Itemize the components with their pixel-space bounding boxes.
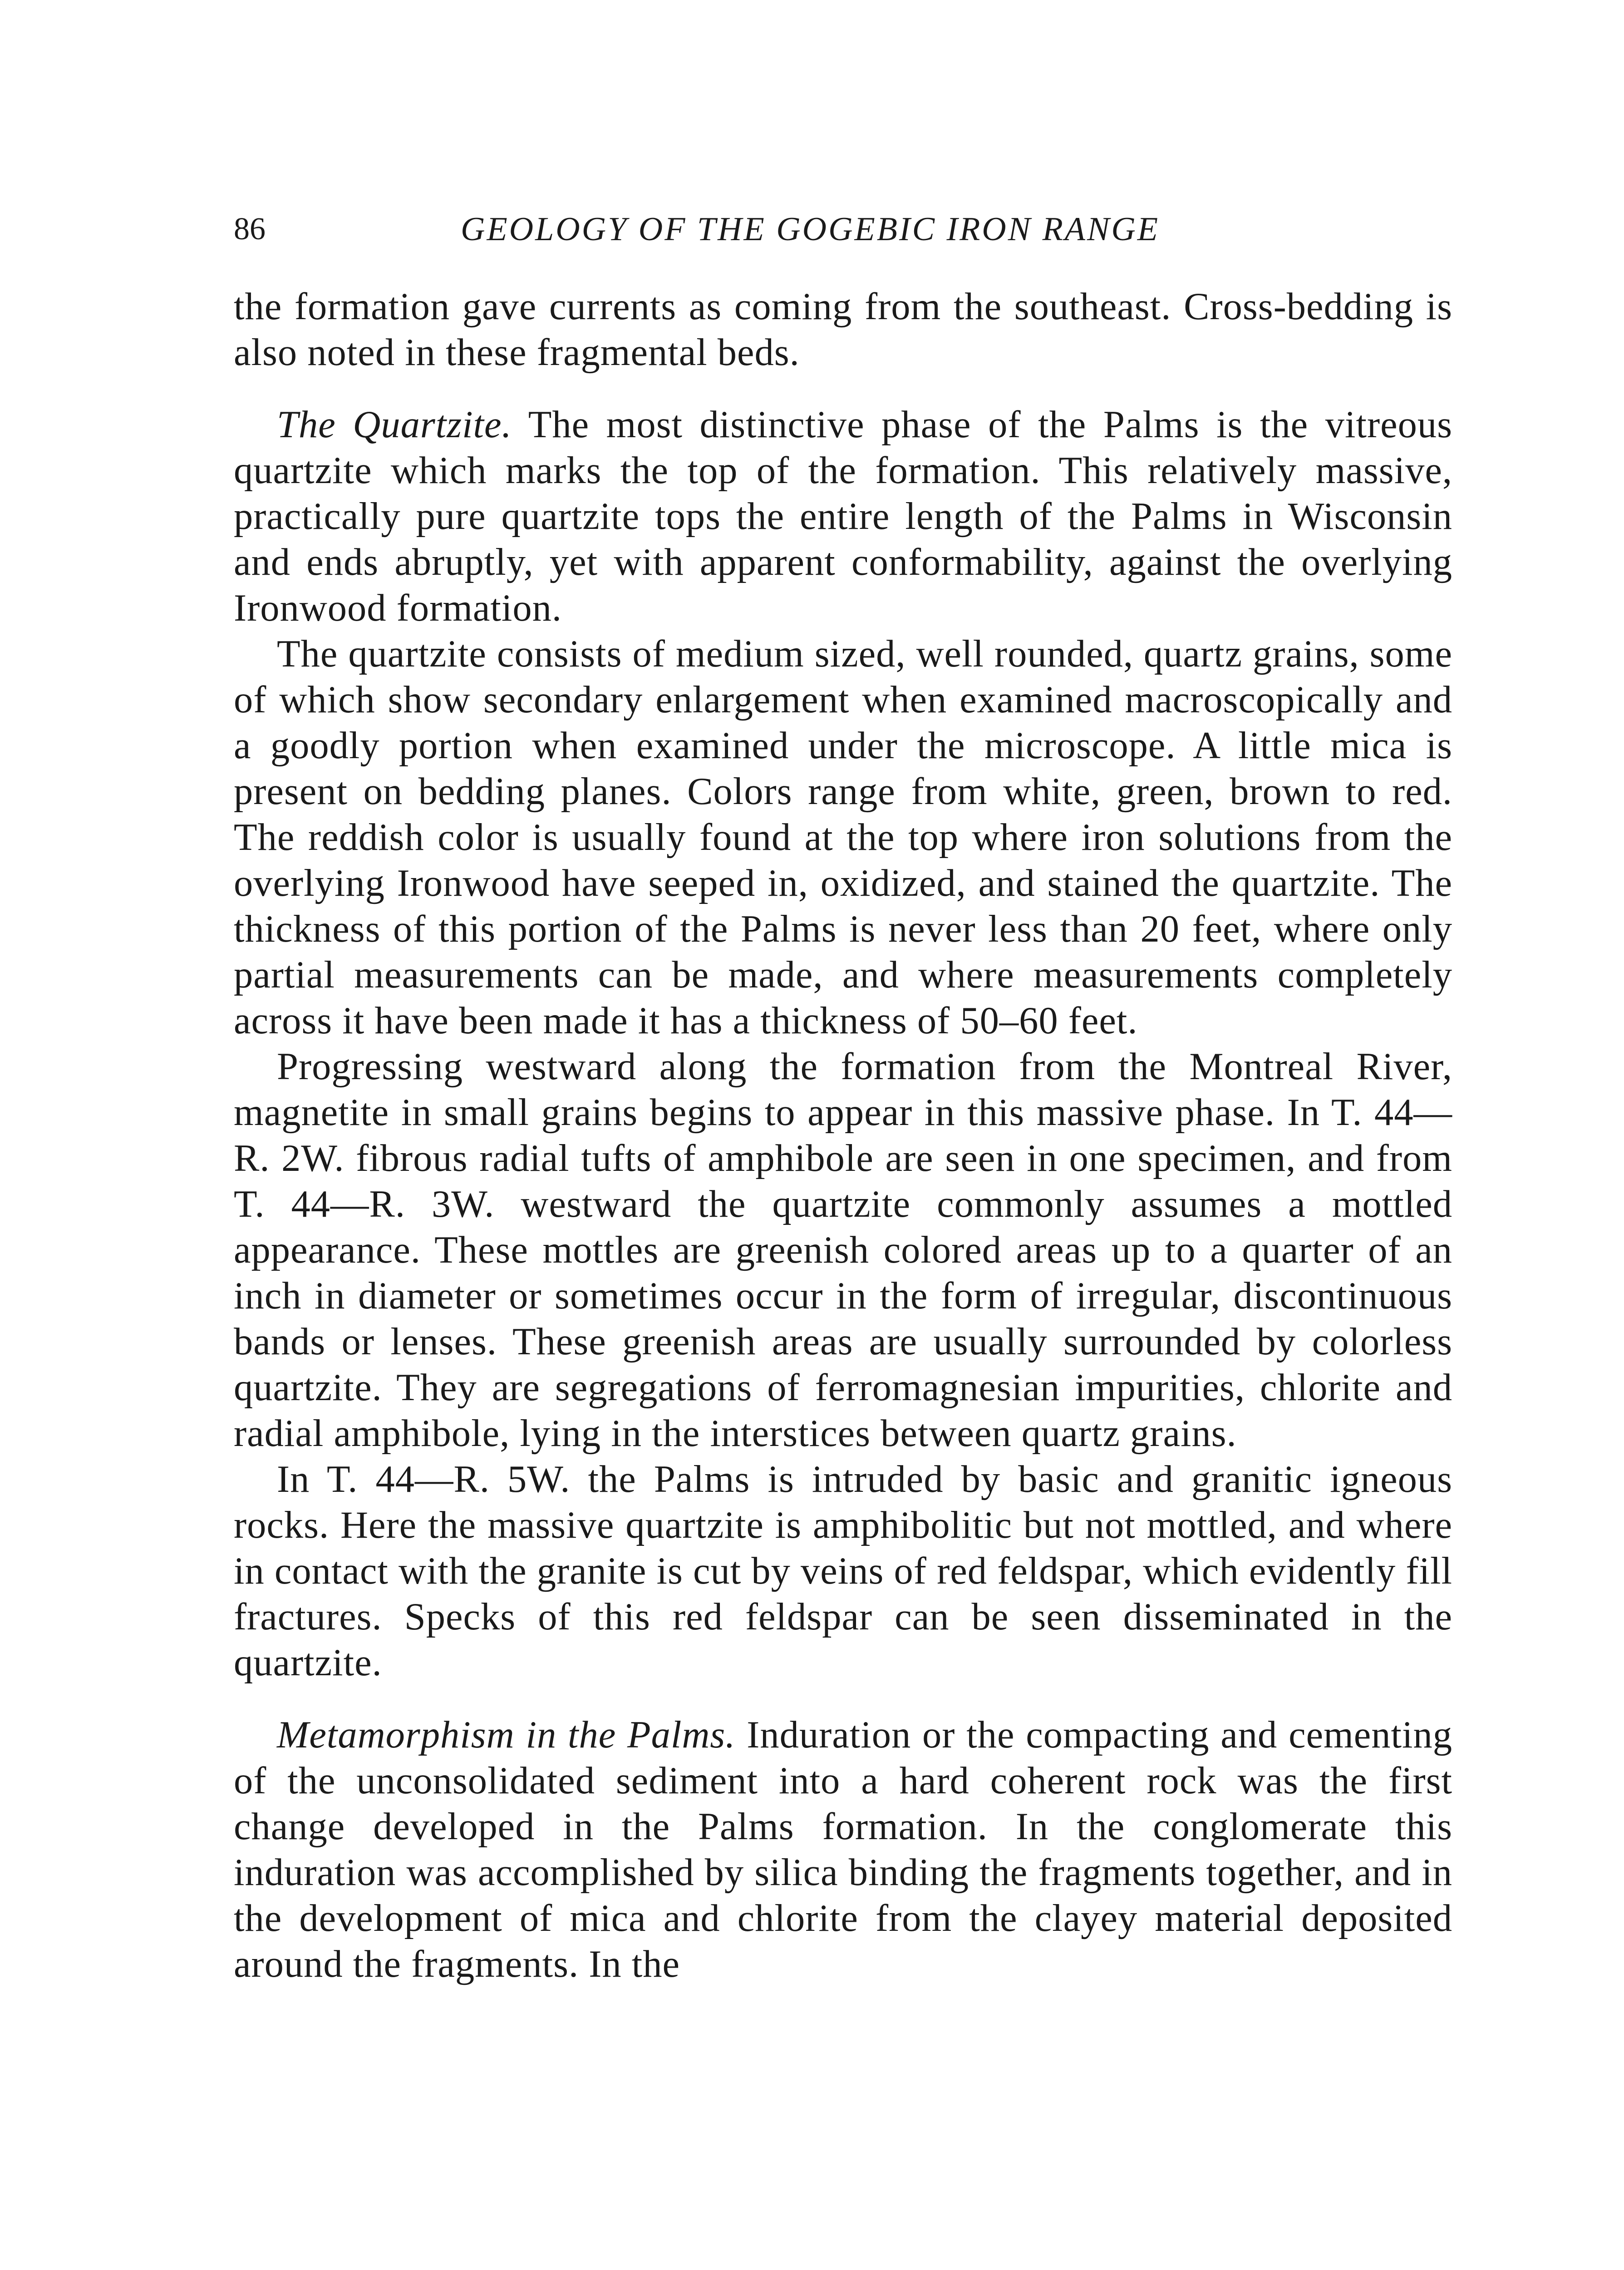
paragraph-text: the formation gave currents as coming from the southeast. Cross-bedding is also noted in these fragmental beds. xyxy=(234,286,1452,374)
paragraph-metamorphism xyxy=(234,1712,1452,1987)
paragraph-text: The most distinctive phase of the Palms is the vitreous quartzite which marks the top of the formation. This relatively massive, practically pure quartzite tops the entire length of the Palms in Wisconsin and ends abruptly, yet with apparent conformability, against the overlying Ironwood formation. xyxy=(234,404,1452,629)
page-number: 86 xyxy=(234,212,266,247)
paragraph-text: Induration or the compacting and cementing of the unconsolidated sediment into a hard coherent rock was the first change developed in the Palms formation. In the conglomerate this induration was accomplished by silica binding the fragments together, and in the development of mica and chlorite from the clayey material deposited around the fragments. In the xyxy=(234,1714,1453,1985)
paragraph-igneous-intrusion xyxy=(234,1456,1452,1686)
body-text xyxy=(234,284,1452,1987)
paragraph-quartzite-description xyxy=(234,631,1452,1044)
paragraph-continuation xyxy=(234,284,1452,375)
paragraph-text: The quartzite consists of medium sized, well rounded, quartz grains, some of which show secondary enlargement when examined macroscopically and a goodly portion when examined under the microscope. A little mica is present on bedding planes. Colors range from white, green, brown to red. The reddish color is usually found at the top where iron solutions from the overlying Ironwood have seeped in, oxidized, and stained the quartzite. The thickness of this portion of the Palms is never less than 20 feet, where only partial measurements can be made, and where measurements completely across it have been made it has a thickness of 50–60 feet. xyxy=(234,633,1452,1042)
section-heading-quartzite: The Quartzite. xyxy=(277,404,512,446)
section-heading-metamorphism: Metamorphism in the Palms. xyxy=(277,1714,736,1756)
paragraph-text: In T. 44—R. 5W. the Palms is intruded by basic and granitic igneous rocks. Here the massive quartzite is amphibolitic but not mottled, and where in contact with the granite is cut by veins of red feldspar, which evidently fill fractures. Specks of this red feldspar can be seen disseminated in the quartzite. xyxy=(234,1458,1452,1684)
paragraph-text: Progressing westward along the formation from the Montreal River, magnetite in small grains begins to appear in this massive phase. In T. 44—R. 2W. fibrous radial tufts of amphibole are seen in one specimen, and from T. 44—R. 3W. westward the quartzite commonly assumes a mottled appearance. These mottles are greenish colored areas up to a quarter of an inch in diameter or sometimes occur in the form of irregular, discontinuous bands or lenses. These greenish areas are usually surrounded by colorless quartzite. They are segregations of ferromagnesian impurities, chlorite and radial amphibole, lying in the interstices between quartz grains. xyxy=(234,1046,1452,1455)
running-title: GEOLOGY OF THE GOGEBIC IRON RANGE xyxy=(461,211,1160,248)
paragraph-quartzite-intro xyxy=(234,402,1452,631)
paragraph-westward-progression xyxy=(234,1044,1452,1456)
running-head xyxy=(234,207,1477,257)
